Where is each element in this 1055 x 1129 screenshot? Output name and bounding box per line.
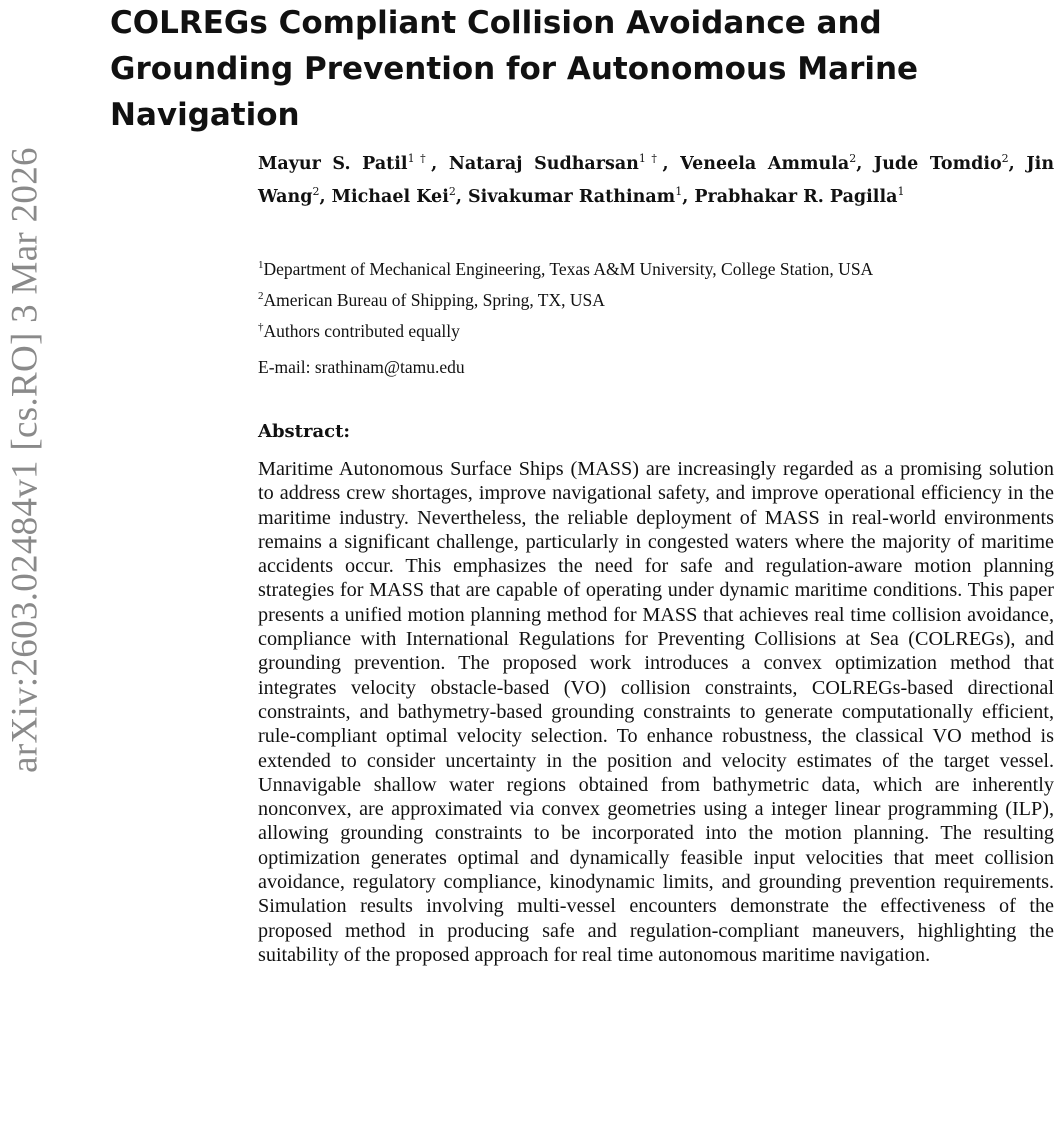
author-name: Sivakumar Rathinam [468, 186, 676, 207]
author-name: Prabhakar R. Pagilla [694, 186, 898, 207]
affiliation-item [258, 283, 1054, 314]
affiliation-mark: 2 [258, 289, 264, 302]
author-affiliation-mark: 2 [849, 152, 857, 165]
paper-title: COLREGs Compliant Collision Avoidance and Grounding Prevention for Autonomous Marine Navigation [110, 5, 919, 133]
author-name: Jude Tomdio [873, 153, 1002, 174]
author-affiliation-mark: 2 [312, 184, 320, 198]
abstract-text: Maritime Autonomous Surface Ships (MASS) are increasingly regarded as a promising solution to address crew shortages, improve navigational safety, and improve operational efficiency in the maritime industry. Nevertheless, the reliable deployment of MASS in real-world environments remains a significant challenge, particularly in congested waters where the majority of maritime accidents occur. This emphasizes the need for safe and regulation-aware motion planning strategies for MASS that are capable of operating under dynamic maritime conditions. This paper presents a unified motion planning method for MASS that achieves real time collision avoidance, compliance with International Regulations for Preventing Collisions at Sea (COLREGs), and grounding prevention. The proposed work introduces a convex optimization method that integrates velocity obstacle-based (VO) collision constraints, COLREGs-based directional constraints, and bathymetry-based grounding constraints to generate computationally efficient, rule-compliant optimal velocity selection. To enhance robustness, the classical VO method is extended to consider uncertainty in the position and velocity estimates of the target vessel. Unnavigable shallow water regions obtained from bathymetric data, which are inherently nonconvex, are approximated via convex geometries using a integer linear programming (ILP), allowing grounding constraints to be incorporated into the motion planning. The resulting optimization generates optimal and dynamically feasible input velocities that meet collision avoidance, regulatory compliance, kinodynamic limits, and grounding prevention requirements. Simulation results involving multi-vessel encounters demonstrate the effectiveness of the proposed method in producing safe and regulation-compliant maneuvers, highlighting the suitability of the proposed approach for real time autonomous maritime navigation. [258, 458, 1054, 966]
affiliation-item [258, 252, 1054, 283]
author-affiliation-mark: 1 [675, 184, 683, 198]
author-name: Nataraj Sudharsan [448, 153, 639, 174]
author-affiliation-mark: 1† [407, 152, 432, 165]
abstract-heading: Abstract: [258, 421, 351, 442]
affiliation-item [258, 314, 1054, 345]
affiliation-text: Authors contributed equally [263, 320, 460, 341]
contact-email: E-mail: srathinam@tamu.edu [258, 357, 465, 377]
affiliation-mark: † [258, 320, 264, 333]
author-list: Mayur S. Patil$^{1\dagger}$, Nataraj Sudharsan$^{1\dagger}$, Veneela Ammula$^2$, Jude Tomdio$^2$, Jin Wang$^2$, Michael Kei$^2$, Sivakumar Rathinam$^1$, Prabhakar R. Pagilla$^1$ [258, 152, 1055, 207]
affiliation-mark: 1 [258, 259, 264, 271]
arxiv-sidebar [0, 147, 50, 773]
author-name: Veneela Ammula [680, 153, 850, 174]
author-name: Jin Wang [258, 153, 1055, 207]
arxiv-identifier: arXiv:2603.02484v1 [cs.RO] 3 Mar 2026 [4, 147, 46, 773]
author-affiliation-mark: 1 [897, 184, 905, 198]
author-affiliation-mark: 2 [448, 184, 456, 198]
affiliation-text: Department of Mechanical Engineering, Texas A&M University, College Station, USA [263, 258, 874, 279]
author-affiliation-mark: 2 [1001, 152, 1009, 165]
author-name: Mayur S. Patil [258, 153, 408, 174]
affiliation-list [258, 252, 1054, 344]
author-name: Michael Kei [331, 186, 449, 207]
author-affiliation-mark: 1† [638, 152, 663, 165]
affiliation-text: American Bureau of Shipping, Spring, TX, USA [263, 289, 605, 310]
